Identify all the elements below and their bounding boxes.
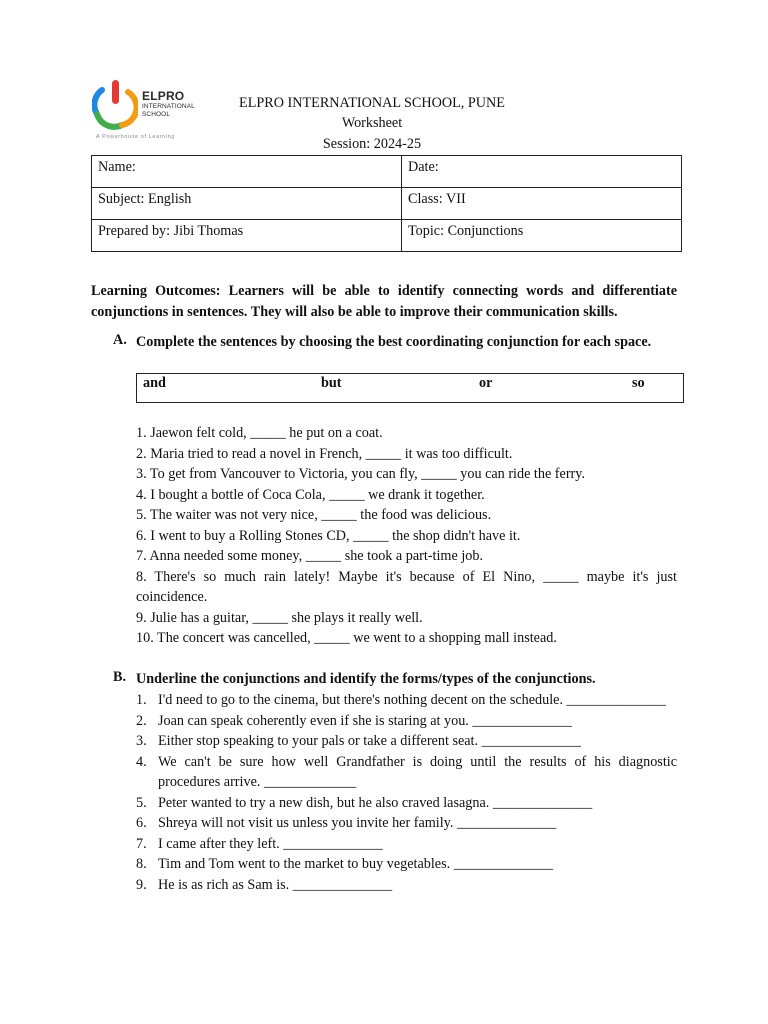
- class-field: Class: VII: [402, 188, 682, 220]
- list-item: [136, 875, 677, 896]
- session: Session: 2024-25: [322, 136, 422, 152]
- list-item: [136, 834, 677, 855]
- item-number: 9.: [136, 876, 147, 893]
- item-number: 5.: [136, 794, 147, 811]
- item-text: He is as rich as Sam is. ______________: [158, 876, 393, 893]
- table-row: [92, 188, 682, 220]
- list-item: 2. Maria tried to read a novel in French, _____ it was too difficult.: [136, 445, 513, 462]
- section-b-letter: B.: [113, 669, 127, 685]
- list-item: [136, 793, 677, 814]
- section-b-title: Underline the conjunctions and identify the forms/types of the conjunctions.: [136, 671, 596, 687]
- list-item: [136, 752, 677, 793]
- list-item: [136, 813, 677, 834]
- section-a-letter: A.: [113, 332, 127, 348]
- item-number: 8.: [136, 856, 147, 872]
- item-number: 7.: [136, 835, 147, 852]
- section-b-items: [136, 690, 677, 895]
- section-a-questions: [136, 423, 677, 649]
- item-text: Shreya will not visit us unless you invite her family. ______________: [158, 815, 557, 831]
- list-item: [136, 731, 677, 752]
- item-text: Either stop speaking to your pals or take a different seat. ______________: [158, 733, 581, 749]
- logo-sub-2: SCHOOL: [142, 110, 171, 118]
- item-text: Joan can speak coherently even if she is staring at you. ______________: [158, 712, 572, 729]
- doc-type: Worksheet: [341, 115, 403, 131]
- item-number: 6.: [136, 815, 147, 831]
- item-number: 3.: [136, 733, 147, 749]
- item-text: I came after they left. ______________: [158, 835, 383, 852]
- word-bank-item: so: [632, 375, 645, 391]
- table-row: [92, 220, 682, 252]
- info-table: [91, 155, 682, 252]
- prepared-by-field: Prepared by: Jibi Thomas: [92, 220, 402, 252]
- logo-tagline: A Powerhouse of Learning: [96, 134, 175, 140]
- item-text: I'd need to go to the cinema, but there's nothing decent on the schedule. ______________: [158, 692, 666, 708]
- power-logo-icon: [92, 76, 138, 130]
- table-row: [92, 156, 682, 188]
- item-text: We can't be sure how well Grandfather is doing until the results of his diagnostic procedures arrive. _____________: [158, 753, 677, 790]
- word-bank-item: and: [143, 375, 166, 391]
- item-number: 4.: [136, 753, 147, 770]
- list-item: [136, 711, 677, 732]
- name-field: Name:: [92, 156, 402, 188]
- logo-brand: ELPRO: [142, 89, 185, 103]
- item-text: Peter wanted to try a new dish, but he also craved lasagna. ______________: [158, 794, 593, 811]
- list-item: 5. The waiter was not very nice, _____ the food was delicious.: [136, 507, 492, 523]
- subject-field: Subject: English: [92, 188, 402, 220]
- list-item: 1. Jaewon felt cold, _____ he put on a coat.: [136, 425, 383, 441]
- section-a-title: Complete the sentences by choosing the best coordinating conjunction for each space.: [136, 334, 652, 350]
- list-item: 4. I bought a bottle of Coca Cola, _____ we drank it together.: [136, 486, 485, 503]
- word-bank-box: [136, 373, 684, 403]
- date-field: Date:: [402, 156, 682, 188]
- item-text: Tim and Tom went to the market to buy vegetables. ______________: [158, 856, 554, 872]
- list-item: 3. To get from Vancouver to Victoria, you can fly, _____ you can ride the ferry.: [136, 466, 585, 482]
- list-item: [136, 690, 677, 711]
- learning-outcomes: Learning Outcomes: Learners will be able to identify connecting words and differentiate conjunctions in sentences. They will also be able to improve their communication skills.: [91, 283, 677, 320]
- word-bank-item: or: [479, 375, 493, 391]
- list-item: 6. I went to buy a Rolling Stones CD, _____ the shop didn't have it.: [136, 527, 521, 544]
- list-item: [136, 854, 677, 875]
- item-number: 1.: [136, 692, 147, 708]
- list-item: 8. There's so much rain lately! Maybe it's because of El Nino, _____ maybe it's just coincidence.: [136, 568, 677, 605]
- word-bank-item: but: [321, 375, 342, 391]
- list-item: 10. The concert was cancelled, _____ we went to a shopping mall instead.: [136, 630, 557, 646]
- list-item: 7. Anna needed some money, _____ she took a part-time job.: [136, 548, 483, 564]
- school-name: ELPRO INTERNATIONAL SCHOOL, PUNE: [239, 95, 505, 111]
- item-number: 2.: [136, 712, 147, 729]
- logo-sub-1: INTERNATIONAL: [142, 103, 195, 110]
- list-item: 9. Julie has a guitar, _____ she plays it really well.: [136, 609, 423, 626]
- topic-field: Topic: Conjunctions: [402, 220, 682, 252]
